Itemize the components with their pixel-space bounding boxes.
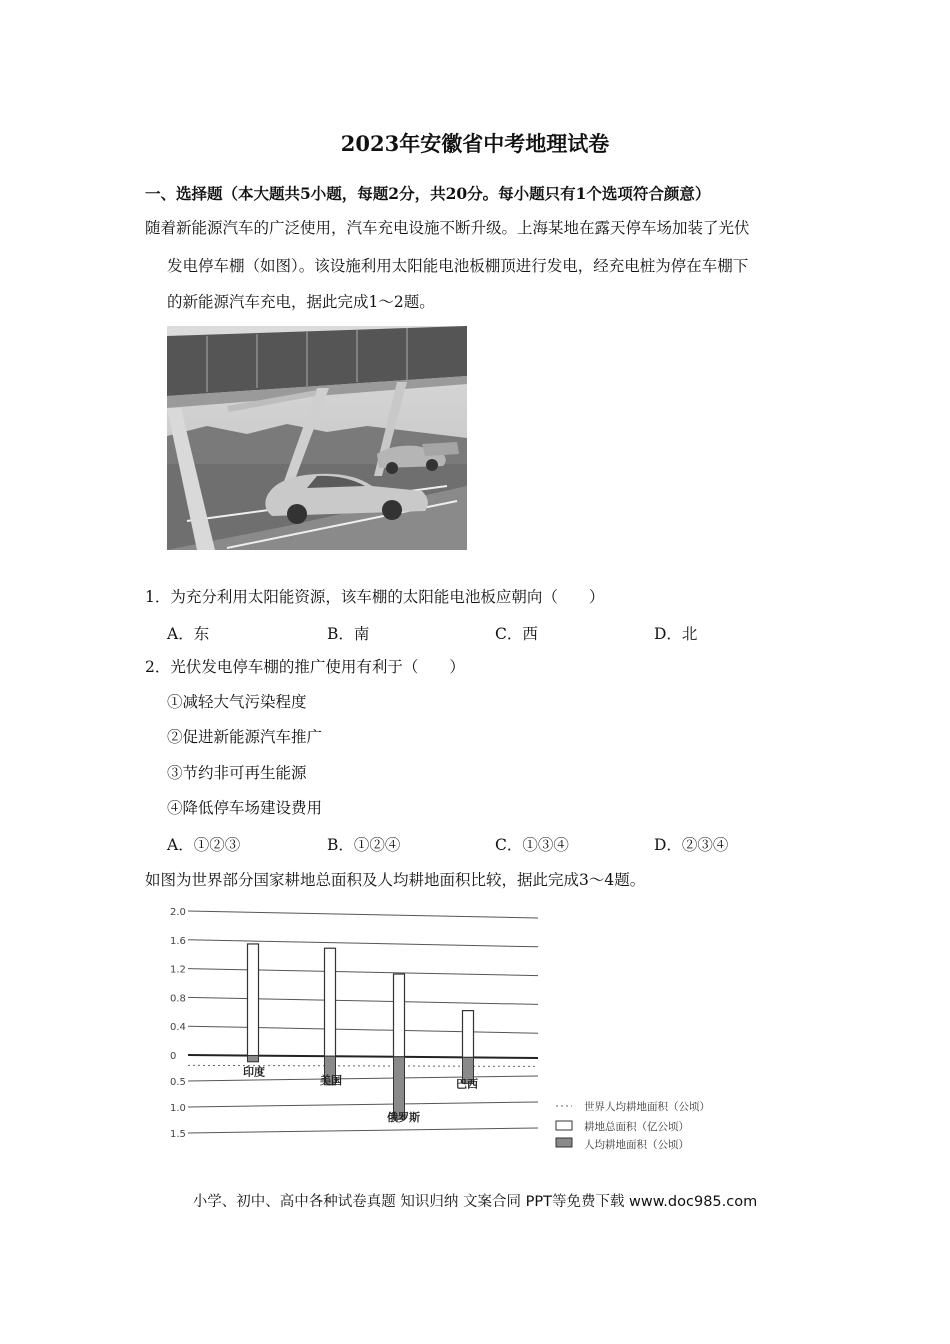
section-heading: 一、选择题（本大题共5小题，每题2分，共20分。每小题只有1个选项符合颜意） [145,184,711,203]
y-tick-label: 2.0 [170,907,186,918]
q1-stem: 1．为充分利用太阳能资源，该车棚的太阳能电池板应朝向（ ） [145,588,605,606]
grid-line [188,940,538,947]
y-tick-label: 0.4 [170,1022,186,1034]
q2-item-4: ④降低停车场建设费用 [167,799,323,817]
intro-line-1: 随着新能源汽车的广泛使用，汽车充电设施不断升级。上海某地在露天停车场加装了光伏 [145,219,750,237]
world-average-line [188,1065,538,1066]
y-tick-label: 1.5 [170,1129,186,1140]
y-tick-label: 0 [170,1051,177,1062]
grid-line [188,1026,538,1033]
q2-option-d: D．②③④ [654,836,729,854]
q2-option-a: A．①②③ [167,836,241,854]
legend-per-capita-swatch [556,1138,572,1147]
grid-line [188,997,538,1004]
page-title: 2023年安徽省中考地理试卷 [340,131,610,156]
intro-chart: 如图为世界部分国家耕地总面积及人均耕地面积比较，据此完成3～4题。 [145,871,646,889]
q1-option-d: D．北 [654,625,698,643]
total-area-bar [394,974,405,1057]
legend-total-swatch [556,1121,572,1130]
footer-text: 小学、初中、高中各种试卷真题 知识归纳 文案合同 PPT等免费下载 www.doc985.com [192,1194,758,1210]
q2-option-b: B．①②④ [327,836,401,854]
q2-item-1: ①减轻大气污染程度 [167,693,307,711]
q1-option-b: B．南 [327,625,370,643]
intro-line-3: 的新能源汽车充电，据此完成1～2题。 [167,293,435,311]
legend-label: 世界人均耕地面积（公顷） [584,1101,710,1113]
grid-line [188,1128,538,1133]
farmland-chart [168,898,788,1163]
total-area-bar [325,948,336,1056]
category-label: 印度 [243,1065,265,1079]
q2-item-3: ③节约非可再生能源 [167,764,307,782]
q2-stem: 2．光伏发电停车棚的推广使用有利于（ ） [145,658,465,676]
q1-option-a: A．东 [167,625,210,643]
q1-option-c: C．西 [495,625,538,643]
total-area-bar [248,944,259,1056]
legend-label: 人均耕地面积（公顷） [584,1139,689,1151]
y-tick-label: 0.5 [170,1077,186,1088]
grid-line [188,1055,538,1058]
y-tick-label: 1.0 [170,1103,186,1114]
q2-option-c: C．①③④ [495,836,569,854]
y-tick-label: 0.8 [170,993,186,1005]
total-area-bar [463,1011,474,1058]
q2-item-2: ②促进新能源汽车推广 [167,728,323,746]
per-capita-bar [248,1056,259,1062]
category-label: 美国 [320,1074,342,1088]
legend-label: 耕地总面积（亿公顷） [584,1121,689,1133]
grid-line [188,969,538,976]
y-tick-label: 1.2 [170,964,186,976]
solar-carport-photo [167,326,467,550]
category-label: 俄罗斯 [387,1110,420,1124]
category-label: 巴西 [456,1077,478,1091]
y-tick-label: 1.6 [170,935,186,947]
grid-line [188,1076,538,1081]
grid-line [188,911,538,918]
grid-line [188,1102,538,1107]
intro-line-2: 发电停车棚（如图）。该设施利用太阳能电池板棚顶进行发电，经充电桩为停在车棚下 [167,257,749,275]
